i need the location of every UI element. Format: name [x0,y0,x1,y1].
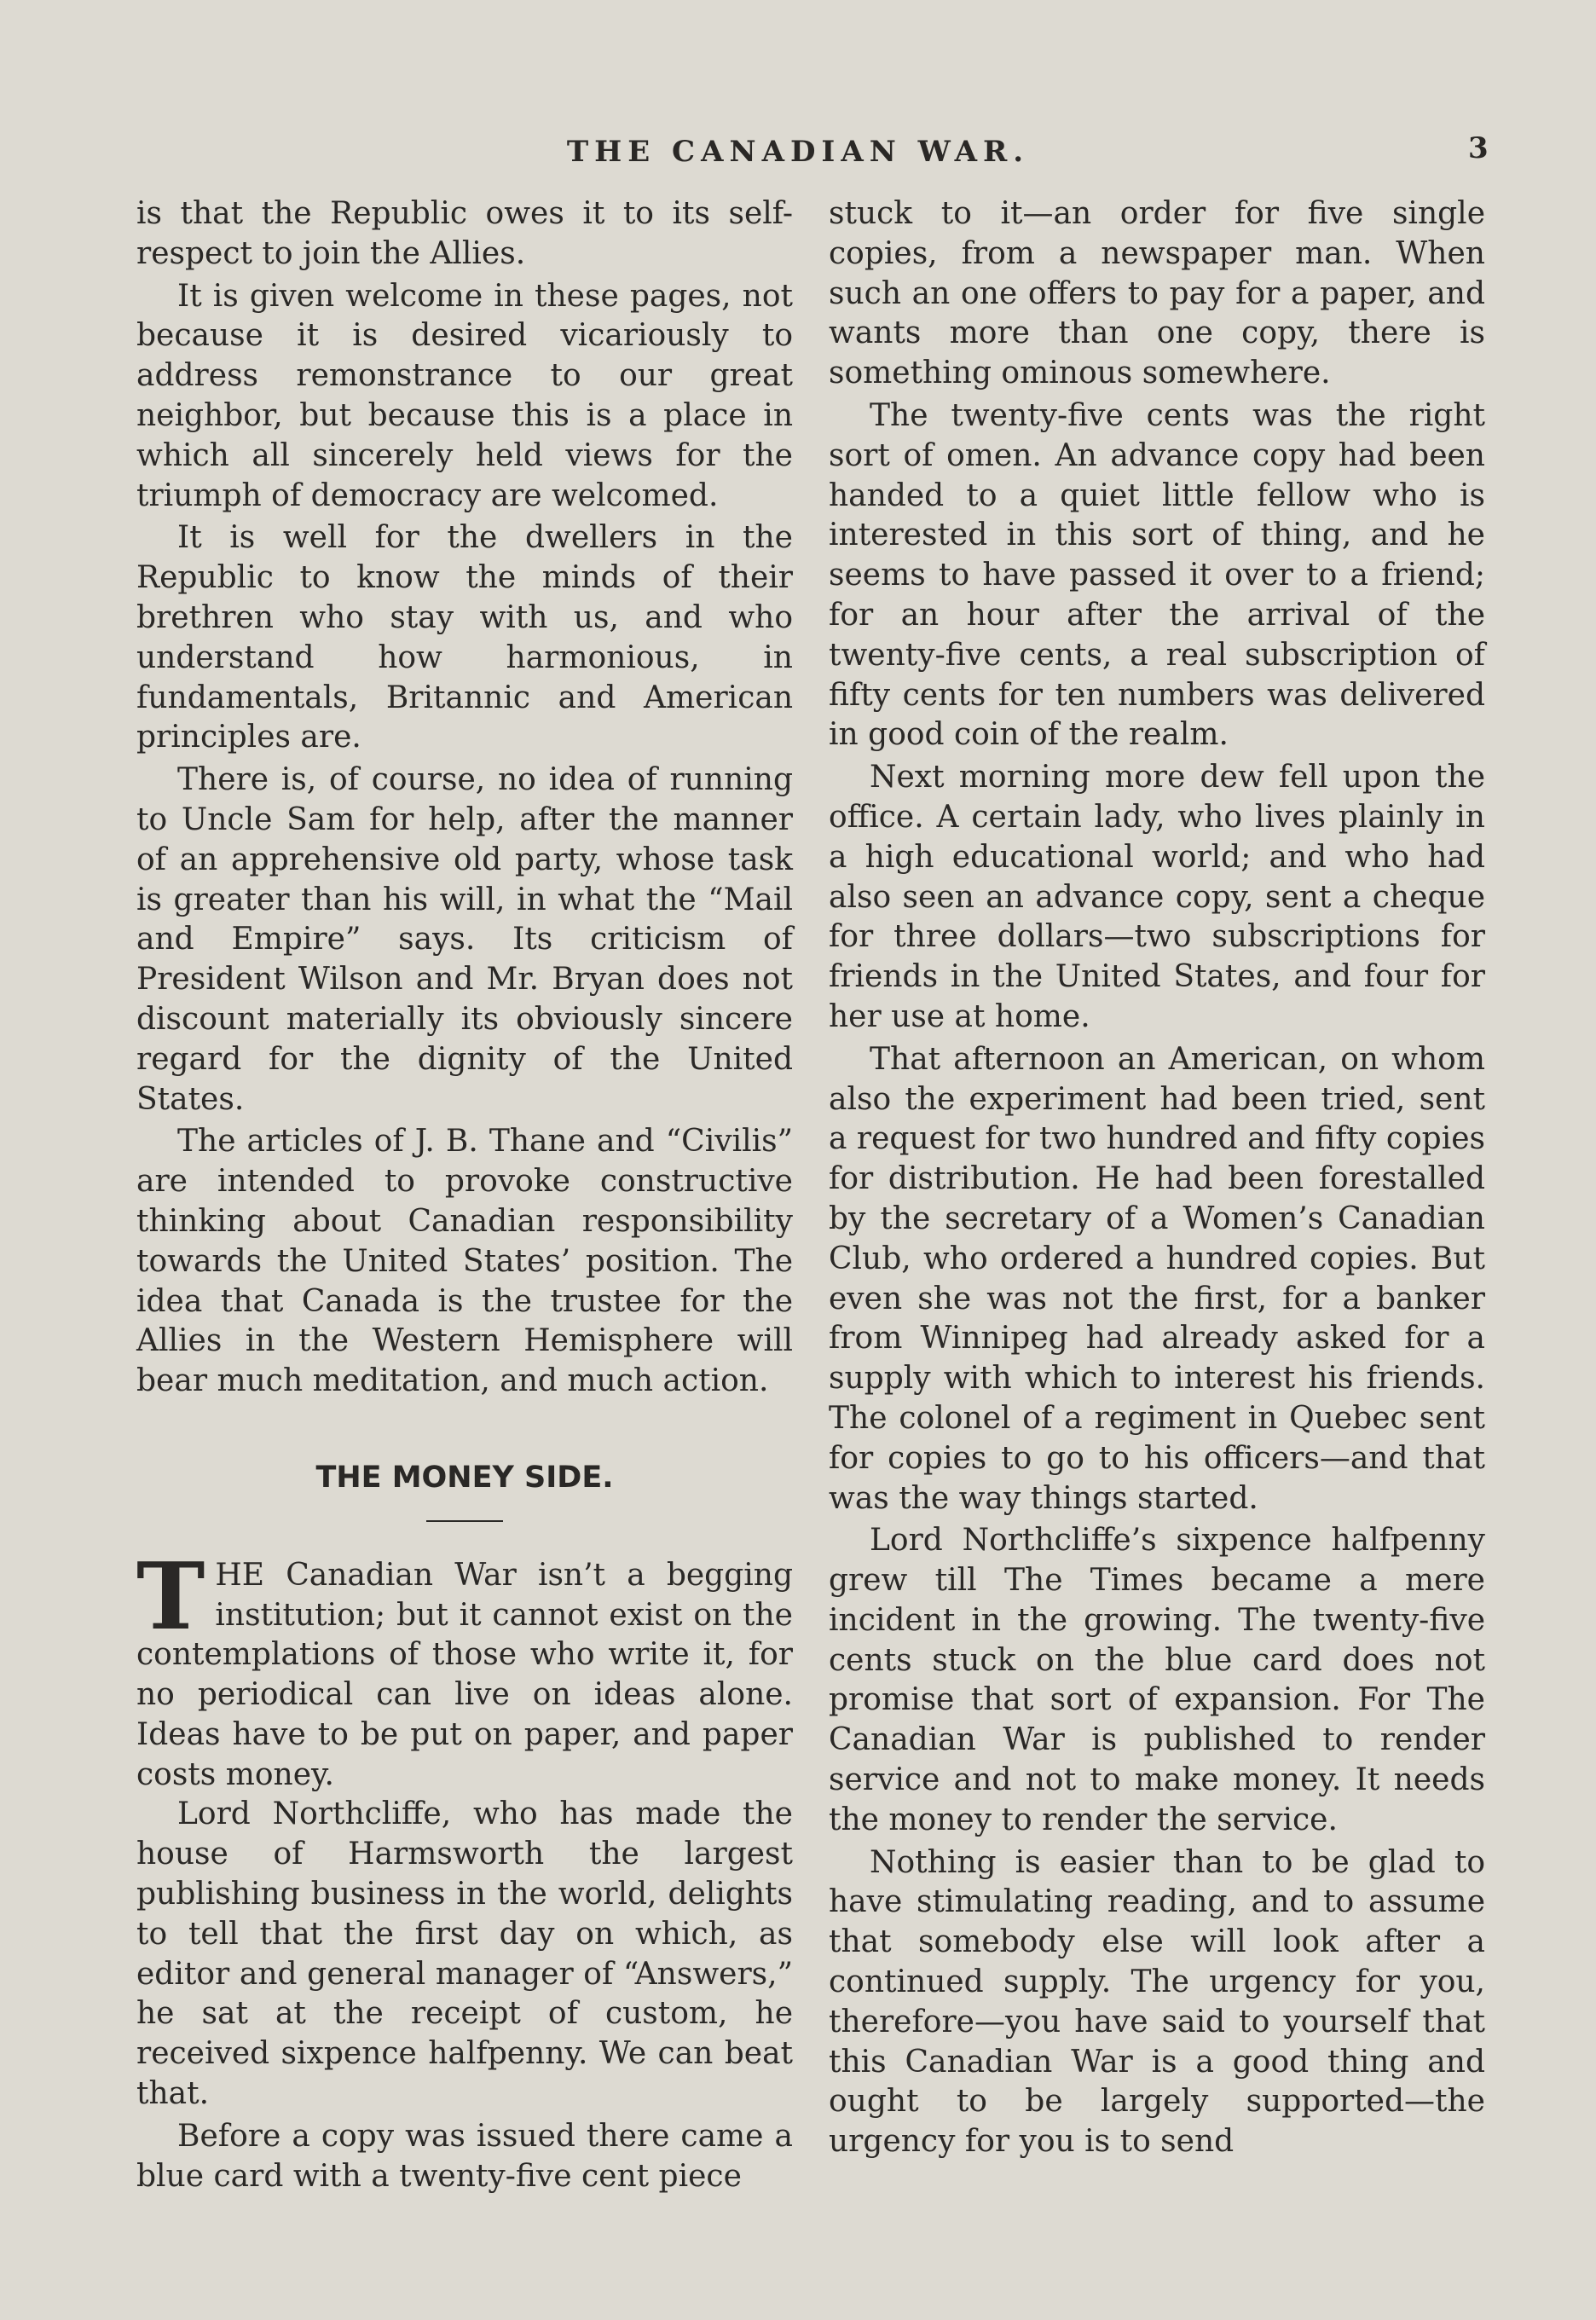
left-column [136,194,793,2196]
paragraph: It is given welcome in these pages, not because it is desired vicariously to address remonstrance to our great neighbor, but because this is a place in which all sincerely held views for the triumph of democracy are welcomed. [136,278,793,513]
paragraph: That afternoon an American, on whom also the experiment had been tried, sent a request for two hundred and fifty copies for distribution. He had been forestalled by the secretary of a Women’s Canadian Club, who ordered a hundred copies. But even she was not the first, for a banker from Winnipeg had already asked for a supply with which to interest his friends. The colonel of a regiment in Quebec sent for copies to go to his officers—and that was the way things started. [829,1041,1485,1516]
paragraph: Next morning more dew fell upon the office. A certain lady, who lives plainly in a high educational world; and who had also seen an advance copy, sent a cheque for three dollars—two subscriptions for friends in the United States, and four for her use at home. [829,760,1485,1034]
paragraph: The articles of J. B. Thane and “Civilis” are intended to provoke constructive thinking about Canadian responsibility towards the United States’ position. The idea that Canada is the trustee for the Allies in the Western Hemisphere will bear much meditation, and much action. [136,1124,793,1399]
running-title: THE CANADIAN WAR. [566,135,1030,169]
heading-rule [426,1520,503,1522]
paragraph: Nothing is easier than to be glad to have stimulating reading, and to assume that somebody else will look after a continued supply. The urgency for you, therefore—you have said to yourself that this Canadian War is a good thing and ought to be largely supported—the urgency for you is to send [829,1844,1485,2160]
paragraph: Before a copy was issued there came a blue card with a twenty-five cent piece [136,2118,793,2194]
continuation-paragraph: stuck to it—an order for five single copies, from a newspaper man. When such an one offers to pay for a paper, and wants more than one copy, there is something ominous somewhere. [829,196,1485,391]
paragraph: There is, of course, no idea of running to Uncle Sam for help, after the manner of an apprehensive old party, whose task is greater than his will, in what the “Mail and Empire” says. Its criticism of President Wilson and Mr. Bryan does not discount materially its obviously sincere regard for the dignity of the United States. [136,762,793,1117]
dropcap: T [136,1542,205,1651]
paragraph: Lord Northcliffe’s sixpence halfpenny grew till The Times became a mere incident in the growing. The twenty-five cents stuck on the blue card does not promise that sort of expansion. For The Canadian War is published to render service and not to make money. It needs the money to render the service. [829,1523,1485,1837]
page-number: 3 [1468,131,1489,165]
section-heading: THE MONEY SIDE. [315,1460,614,1495]
paragraph: The twenty-five cents was the right sort of omen. An advance copy had been handed to a quiet little fellow who is interested in this sort of thing, and he seems to have passed it over to a friend; for an hour after the arrival of the twenty-five cents, a real subscription of fifty cents for ten numbers was delivered in good coin of the realm. [829,397,1485,753]
section-first-paragraph [136,1542,793,1796]
paragraph: is that the Republic owes it to its self-respect to join the Allies. [136,196,793,271]
running-head [0,131,1596,177]
section-first-paragraph-text: HE Canadian War isn’t a begging institution; but it cannot exist on the contemplations of those who write it, for no periodical can live on ideas alone. Ideas have to be put on paper, and paper costs money. [136,1557,793,1792]
right-column [829,194,1485,2162]
paragraph: It is well for the dwellers in the Republic to know the minds of their brethren who stay with us, and who understand how harmonious, in fundamentals, Britannic and American principles are. [136,520,793,755]
paragraph: Lord Northcliffe, who has made the house of Harmsworth the largest publishing business in the world, delights to tell that the first day on which, as editor and general manager of “Answers,” he sat at the receipt of custom, he received sixpence halfpenny. We can beat that. [136,1796,793,2112]
